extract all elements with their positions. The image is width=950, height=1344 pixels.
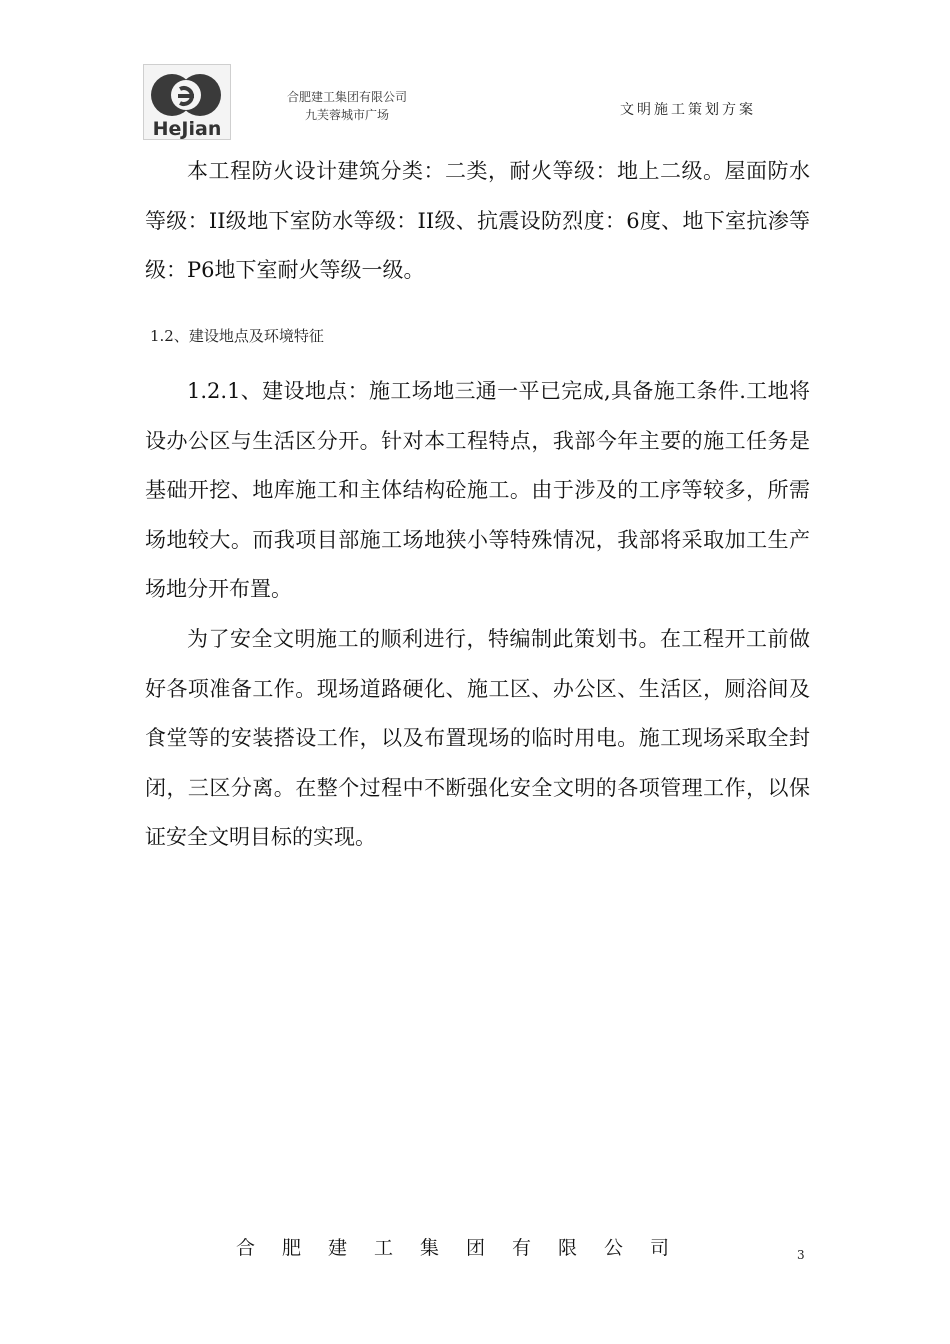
paragraph-safety-plan: 为了安全文明施工的顺利进行，特编制此策划书。在工程开工前做好各项准备工作。现场道路硬化、施工区、办公区、生活区，厕浴间及食堂等的安装搭设工作，以及布置现场的临时用电。施工现场采取全封闭，三区分离。在整个过程中不断强化安全文明的各项管理工作，以保证安全文明目标的实现。 [145,627,810,850]
logo-wordmark: HeJian [152,118,222,139]
header-company-block [262,88,432,124]
paragraph-fire-rating: 本工程防火设计建筑分类：二类，耐火等级：地上二级。屋面防水等级：II级地下室防水等级：II级、抗震设防烈度：6度、地下室抗渗等级：P6地下室耐火等级一级。 [145,159,810,283]
company-logo [143,64,231,140]
header-project-name: 九芙蓉城市广场 [304,108,389,122]
footer-company-name: 合肥建工集团有限公司 [236,1237,697,1259]
document-title: 文明施工策划方案 [620,102,756,118]
page-number: 3 [797,1248,805,1262]
paragraph-site-location: 1.2.1、建设地点：施工场地三通一平已完成,具备施工条件.工地将设办公区与生活区分开。针对本工程特点，我部今年主要的施工任务是基础开挖、地库施工和主体结构砼施工。由于涉及的工序等较多，所需场地较大。而我项目部施工场地狭小等特殊情况，我部将采取加工生产场地分开布置。 [145,379,810,602]
section-heading: 1.2、建设地点及环境特征 [150,327,324,345]
header-company-name: 合肥建工集团有限公司 [286,90,407,104]
